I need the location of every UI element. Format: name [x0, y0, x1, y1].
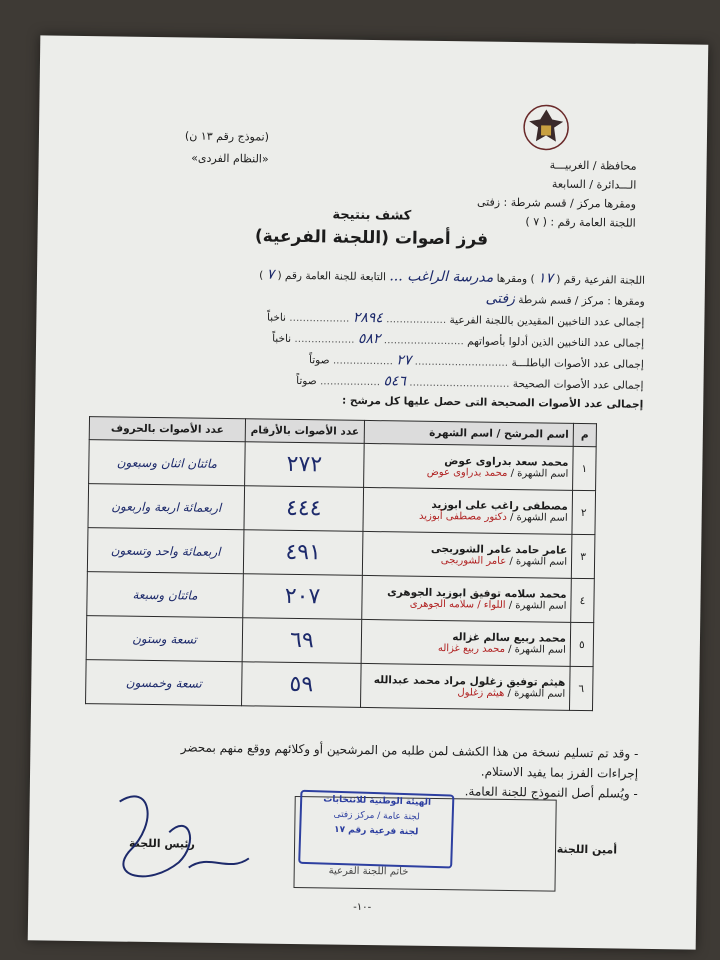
votes-words: اربعمائة اربعة واربعون — [88, 484, 245, 530]
popular-name: محمد بدراوى عوض — [426, 466, 508, 479]
table-row — [86, 660, 594, 711]
candidate-name: محمد سلامه توفيق ابوزيد الجوهرى — [387, 586, 567, 601]
table-row — [87, 528, 595, 579]
popular-name: هيثم زغلول — [457, 687, 505, 699]
center-line — [485, 291, 644, 309]
popular-name-label: اسم الشهرة / — [508, 643, 566, 656]
stamp-caption: خاتم اللجنة الفرعية — [328, 865, 409, 878]
candidate-name: مصطفى راغب على ابوزيد — [431, 498, 568, 513]
sub-committee-number: ١٧ — [537, 270, 554, 287]
note-line-3: - ويُسلم أصل النموذج للجنة العامة. — [464, 784, 638, 801]
popular-name: عامر الشوربجى — [440, 555, 507, 567]
table-row — [86, 616, 594, 667]
head-signature-icon — [88, 781, 260, 893]
row-number: ٢ — [572, 490, 596, 534]
voted-unit: ناخباً — [272, 332, 292, 345]
votes-words: اربعمائة واحد وتسعون — [87, 528, 244, 574]
votes-digits: ٤٩١ — [243, 530, 363, 576]
votes-digits: ٦٩ — [242, 618, 362, 664]
general-committee: اللجنة العامة رقم : ( ٧ ) — [525, 215, 636, 230]
votes-words: تسعة وستون — [86, 616, 243, 662]
valid-label: إجمالى عدد الأصوات الصحيحة — [512, 378, 644, 392]
voters-line: إجمالى عدد الناخبين الذين أدلوا بأصواتهم ........................ ٥٨٢ .................. ناخباً — [272, 330, 645, 350]
popular-name-line — [368, 510, 568, 524]
popular-name: محمد ربيع غزاله — [437, 642, 506, 655]
row-number: ١ — [573, 446, 597, 490]
candidate-cell — [360, 663, 570, 710]
row-number: ٥ — [570, 622, 594, 666]
sub-committee-line: اللجنة الفرعية رقم ( ١٧ ) ومقرها مدرسة الراغب ... التابعة للجنة العامة رقم ( ٧ ) — [259, 266, 646, 287]
governorate: محافظة / الغربيـــة — [549, 158, 637, 173]
popular-name-label: اسم الشهرة / — [510, 467, 569, 480]
table-row — [87, 572, 595, 623]
stamp-line-1: الهيئة الوطنية للانتخابات — [323, 794, 432, 808]
center-label: ومقرها : مركز / قسم شرطة — [518, 294, 645, 308]
page-number: -١٠- — [353, 901, 372, 914]
registered-unit: ناخباً — [266, 311, 287, 324]
popular-name: دكتور مصطفى أبوزيد — [418, 510, 507, 523]
registered-voters-line: إجمالى عدد الناخبين المقيدين باللجنة الفرعية .................. ٢٨٩٤ .................. ناخباً — [266, 309, 645, 329]
col-header-name: اسم المرشح / اسم الشهرة — [364, 420, 573, 446]
candidate-name: هيثم توفيق زغلول مراد محمد عبدالله — [373, 674, 566, 689]
popular-name-label: اسم الشهرة / — [509, 555, 568, 568]
committee-head-label: رئيس اللجنة — [128, 836, 195, 851]
form-subtitle: فرز أصوات (اللجنة الفرعية) — [254, 226, 489, 250]
popular-name-label: اسم الشهرة / — [507, 687, 566, 700]
valid-votes-line: إجمالى عدد الأصوات الصحيحة .............................. ٥٤٦ .................. صوتاً — [296, 373, 644, 392]
sub-committee-hq: مدرسة الراغب ... — [389, 268, 494, 286]
row-number: ٣ — [571, 534, 595, 578]
candidate-cell — [364, 443, 574, 490]
form-number-block — [118, 124, 269, 170]
electoral-system: «النظام الفردى» — [191, 151, 269, 166]
votes-words: مائتان وسبعة — [87, 572, 244, 618]
popular-name-line — [365, 686, 565, 700]
voted-label: إجمالى عدد الناخبين الذين أدلوا بأصواتهم — [467, 335, 645, 350]
general-committee-label: التابعة للجنة العامة رقم ( — [277, 269, 387, 284]
col-header-digits: عدد الأصوات بالأرقام — [245, 419, 364, 444]
table-row — [89, 440, 597, 491]
ballot-count-form — [28, 35, 709, 949]
invalid-label: إجمالى عدد الأصوات الباطلـــة — [511, 356, 644, 371]
popular-name-line — [366, 642, 566, 656]
candidate-cell — [361, 619, 571, 666]
candidate-cell — [363, 487, 573, 534]
note-line-1: - وقد تم تسليم نسخة من هذا الكشف لمن طلبه من المرشحين أو وكلائهم ووقع منهم بمحضر — [180, 740, 639, 761]
registered-value: ٢٨٩٤ — [352, 309, 383, 327]
popular-name: اللواء / سلامه الجوهرى — [409, 598, 506, 611]
candidate-cell — [362, 531, 572, 578]
stamp-line-3: لجنة فرعية رقم ١٧ — [333, 824, 419, 838]
table-row — [88, 484, 596, 535]
col-header-number: م — [573, 423, 596, 446]
form-title: كشف بنتيجة — [332, 207, 412, 224]
popular-name-label: اسم الشهرة / — [508, 599, 567, 612]
center-value: زفتى — [485, 290, 516, 308]
invalid-unit: صوتاً — [308, 354, 330, 367]
note-line-2: إجراءات الفرز بما يفيد الاستلام. — [480, 764, 639, 781]
row-number: ٦ — [569, 666, 593, 710]
invalid-votes-line: إجمالى عدد الأصوات الباطلـــة ............................ ٢٧ .................. صوتاً — [308, 352, 644, 371]
popular-name-label: اسم الشهرة / — [509, 511, 568, 524]
egypt-eagle-emblem-icon — [521, 97, 572, 158]
popular-name-line — [366, 598, 566, 612]
district: الـــدائرة / السابعة — [551, 177, 637, 192]
row-number: ٤ — [571, 578, 595, 622]
voted-value: ٥٨٢ — [357, 330, 381, 348]
candidate-name: محمد سعد بدراوى عوض — [444, 455, 569, 469]
registered-label: إجمالى عدد الناخبين المقيدين باللجنة الفرعية — [449, 314, 645, 329]
table-intro: إجمالى عدد الأصوات الصحيحة التى حصل عليها كل مرشح : — [342, 394, 644, 411]
votes-digits: ٤٤٤ — [244, 486, 364, 532]
popular-name-line — [367, 554, 567, 568]
candidates-table — [85, 416, 597, 711]
popular-name-line — [368, 466, 568, 480]
sub-committee-label: اللجنة الفرعية رقم ( — [556, 273, 646, 287]
candidate-cell — [362, 575, 572, 622]
police-station: ومقرها مركز / قسم شرطة : زفتى — [476, 195, 637, 211]
candidate-name: محمد ربيع سالم غزاله — [452, 631, 567, 645]
valid-value: ٥٤٦ — [383, 373, 407, 390]
candidate-name: عامر حامد عامر الشوربجى — [430, 542, 568, 557]
stamp-line-2: لجنة عامة / مركز زفتى — [333, 809, 420, 823]
valid-unit: صوتاً — [296, 374, 317, 388]
committee-stamp — [298, 790, 454, 869]
committee-secretary-label: أمين اللجنة — [556, 842, 618, 857]
votes-words: مائتان اثنان وسبعون — [89, 440, 246, 486]
invalid-value: ٢٧ — [396, 352, 412, 369]
general-committee-number: ٧ — [266, 266, 275, 283]
hq-label: ) ومقرها — [496, 272, 535, 286]
form-number: (نموذج رقم ١٣ ن) — [184, 129, 270, 144]
col-header-words: عدد الأصوات بالحروف — [89, 417, 245, 442]
votes-digits: ٥٩ — [242, 662, 362, 708]
votes-words: تسعة وخمسون — [86, 660, 243, 706]
votes-digits: ٢٧٢ — [245, 442, 365, 488]
votes-digits: ٢٠٧ — [243, 574, 363, 620]
